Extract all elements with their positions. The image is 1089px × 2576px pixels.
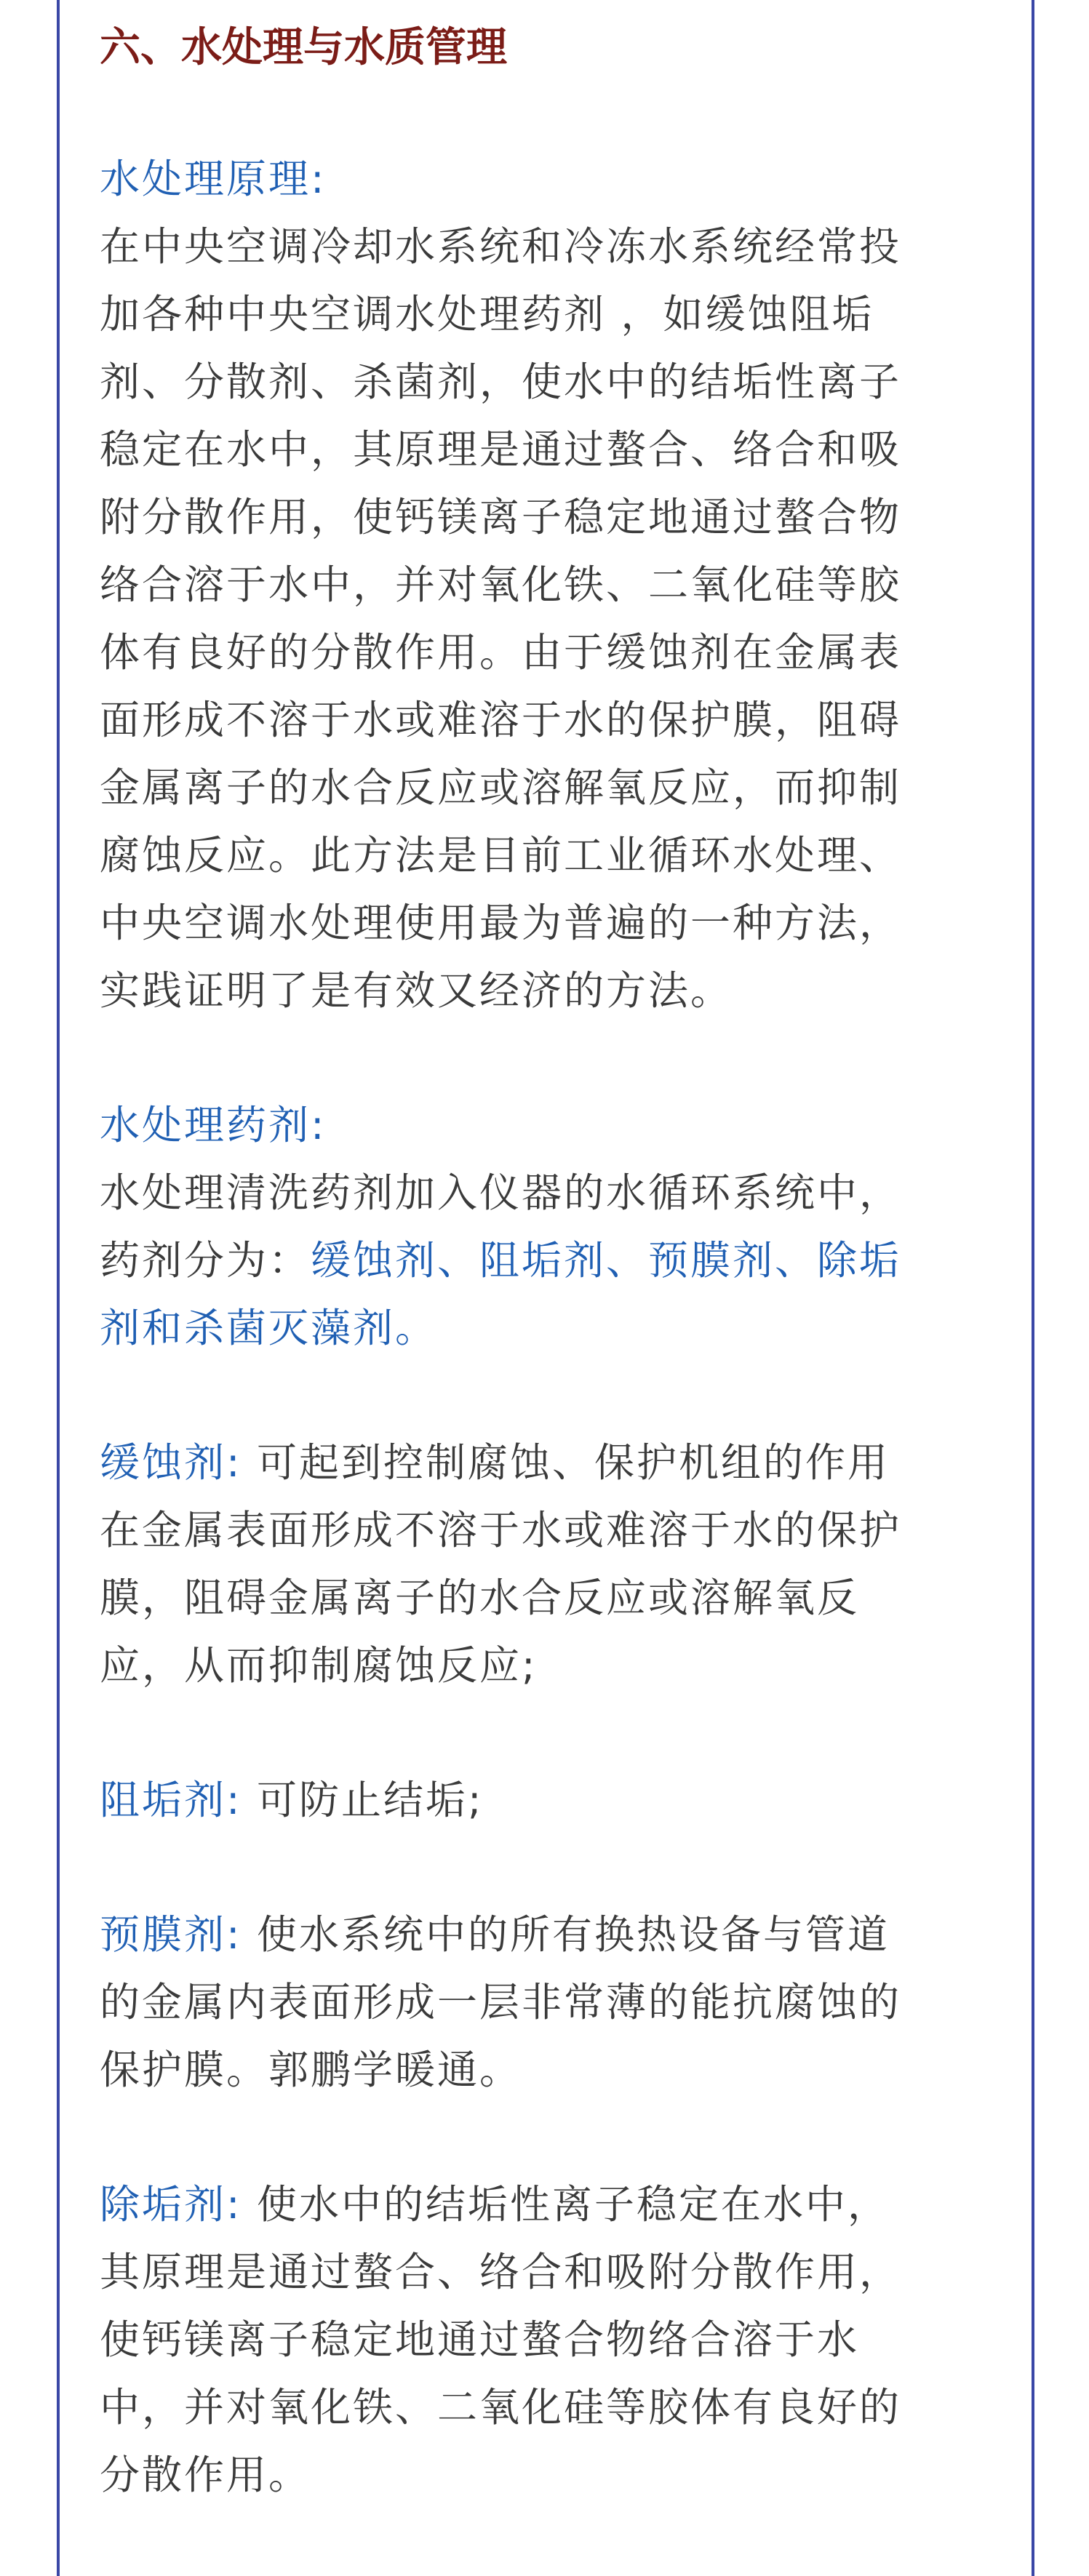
descaler-line: 分散作用。	[100, 2452, 311, 2498]
principle-line: 在中央空调冷却水系统和冷冻水系统经常投	[100, 223, 902, 270]
section-title: 六、水处理与水质管理	[100, 24, 507, 71]
agents-prefix: 药剂分为：	[100, 1237, 311, 1284]
principle-line: 体有良好的分散作用。由于缓蚀剂在金属表	[100, 629, 902, 676]
prefilm-block	[100, 1901, 1002, 2104]
scale-inhibitor-block	[100, 1767, 1002, 1834]
agents-line	[100, 1227, 1002, 1295]
principle-line: 加各种中央空调水处理药剂 ，如缓蚀阻垢	[100, 291, 874, 337]
inhibitor-label: 缓蚀剂:	[100, 1439, 242, 1486]
scale-inhibitor-text: 可防止结垢;	[242, 1777, 484, 1823]
article-content	[100, 13, 1002, 2509]
inhibitor-line: 膜，阻碍金属离子的水合反应或溶解氧反	[100, 1575, 860, 1621]
agents-line: 水处理清洗药剂加入仪器的水循环系统中，	[100, 1169, 902, 1216]
scale-inhibitor-label: 阻垢剂:	[100, 1777, 242, 1823]
inhibitor-first-line	[100, 1429, 1002, 1497]
agents-list-continued: 剂和杀菌灭藻剂。	[100, 1305, 438, 1351]
descaler-label: 除垢剂:	[100, 2181, 242, 2228]
inhibitor-line: 在金属表面形成不溶于水或难溶于水的保护	[100, 1507, 902, 1553]
principle-block	[100, 145, 1002, 1025]
agents-list: 缓蚀剂、阻垢剂、预膜剂、除垢	[311, 1237, 902, 1284]
descaler-block	[100, 2171, 1002, 2509]
principle-heading: 水处理原理:	[100, 156, 327, 202]
descaler-text: 使水中的结垢性离子稳定在水中，	[242, 2181, 890, 2228]
prefilm-text: 使水系统中的所有换热设备与管道	[242, 1911, 890, 1958]
inhibitor-block	[100, 1429, 1002, 1700]
principle-line: 腐蚀反应。此方法是目前工业循环水处理、	[100, 832, 902, 879]
principle-line: 面形成不溶于水或难溶于水的保护膜，阻碍	[100, 697, 902, 743]
descaler-first-line	[100, 2171, 1002, 2239]
prefilm-line: 的金属内表面形成一层非常薄的能抗腐蚀的	[100, 1979, 902, 2025]
descaler-line: 使钙镁离子稳定地通过螯合物络合溶于水	[100, 2316, 860, 2363]
descaler-line: 中，并对氧化铁、二氧化硅等胶体有良好的	[100, 2384, 902, 2431]
inhibitor-text: 可起到控制腐蚀、保护机组的作用	[242, 1439, 890, 1486]
principle-line: 金属离子的水合反应或溶解氧反应，而抑制	[100, 764, 902, 811]
scale-inhibitor-line	[100, 1767, 1002, 1834]
principle-line: 剂、分散剂、杀菌剂，使水中的结垢性离子	[100, 359, 902, 405]
principle-line: 络合溶于水中，并对氧化铁、二氧化硅等胶	[100, 561, 902, 608]
prefilm-label: 预膜剂:	[100, 1911, 242, 1958]
principle-line: 附分散作用，使钙镁离子稳定地通过螯合物	[100, 494, 902, 540]
principle-line: 中央空调水处理使用最为普遍的一种方法，	[100, 900, 902, 946]
agents-block	[100, 1092, 1002, 1362]
prefilm-line: 保护膜。郭鹏学暖通。	[100, 2047, 522, 2093]
principle-line: 实践证明了是有效又经济的方法。	[100, 967, 733, 1014]
principle-line: 稳定在水中，其原理是通过螯合、络合和吸	[100, 426, 902, 473]
inhibitor-line: 应，从而抑制腐蚀反应;	[100, 1642, 538, 1689]
descaler-line: 其原理是通过螯合、络合和吸附分散作用，	[100, 2249, 902, 2295]
agents-heading: 水处理药剂:	[100, 1102, 327, 1148]
prefilm-first-line	[100, 1901, 1002, 1969]
